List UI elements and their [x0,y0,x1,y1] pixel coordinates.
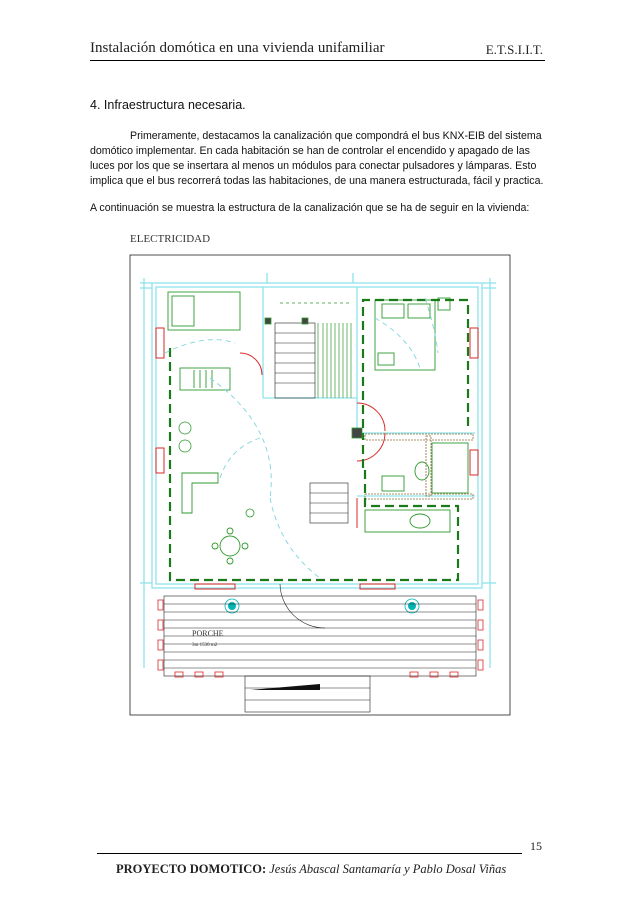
section-heading: 4. Infraestructura necesaria. [90,98,246,112]
windows [156,328,478,589]
body-paragraph: Primeramente, destacamos la canalización que compondrá el bus KNX-EIB del sistema domótico implementar. En cada habitación se han de controlar el encendido y apagado de las luces por los que se insertara al menos un módulos para conectar pulsadores y lámparas. Esto implica que el bus recorrerá todas las habitaciones, de una manera estructurada, fácil y practica. [90,130,544,187]
page-footer [116,862,506,877]
stair-rails [280,303,351,398]
page-header [90,38,545,61]
staircase [275,323,348,523]
footer-project: PROYECTO DOMOTICO: [116,862,267,876]
floor-plan-drawing [120,228,520,720]
school-name: E.T.S.I.I.T. [485,42,543,57]
footer-rule [97,853,522,854]
plan-title: ELECTRICIDAD [130,233,211,245]
porch-scale: 3m 1530 m2 [192,643,218,648]
footer-authors: Jesús Abascal Santamaría y Pablo Dosal Viñas [269,862,507,876]
intro-sentence: A continuación se muestra la estructura de la canalización que se ha de seguir en la vivienda: [90,202,530,214]
porch-posts [158,600,483,677]
page-number: 15 [530,839,542,853]
document-title: Instalación domótica en una vivienda unifamiliar [90,40,385,56]
ramp-marker [250,684,320,690]
plan-frame [130,255,510,715]
switches [179,318,362,517]
partition-walls [365,434,473,499]
lighting-circuits [165,298,438,578]
porch-label: PORCHE [192,629,224,638]
porch [164,596,476,712]
lamp-symbols [225,599,419,613]
